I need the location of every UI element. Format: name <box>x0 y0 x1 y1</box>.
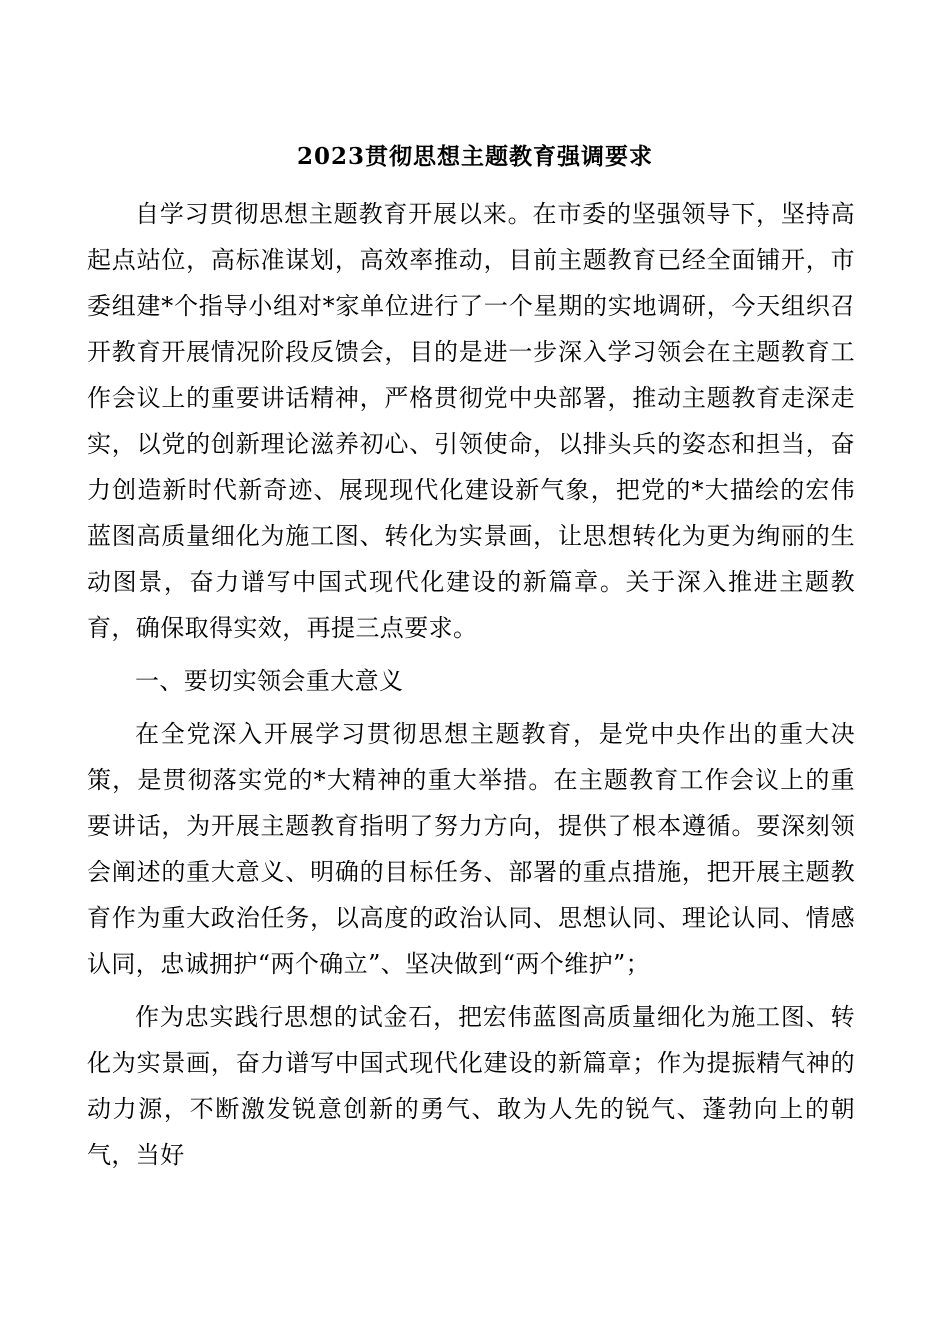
document-title: 2023贯彻思想主题教育强调要求 <box>296 143 653 170</box>
section-1-paragraph-2: 作为忠实践行思想的试金石，把宏伟蓝图高质量细化为施工图、转化为实景画，奋力谱写中国式现代化建设的新篇章；作为提振精气神的动力源，不断激发锐意创新的勇气、敢为人先的锐气、蓬勃向上的朝气，当好 <box>87 1003 855 1169</box>
document-body <box>87 191 855 1185</box>
section-1-paragraph-1: 在全党深入开展学习贯彻思想主题教育，是党中央作出的重大决策，是贯彻落实党的*大精神的重大举措。在主题教育工作会议上的重要讲话，为开展主题教育指明了努力方向，提供了根本遵循。要深刻领会阐述的重大意义、明确的目标任务、部署的重点措施，把开展主题教育作为重大政治任务，以高度的政治认同、思想认同、理论认同、情感认同，忠诚拥护“两个确立”、坚决做到“两个维护”； <box>87 720 855 978</box>
section-heading-1: 一、要切实领会重大意义 <box>135 667 404 695</box>
intro-paragraph: 自学习贯彻思想主题教育开展以来。在市委的坚强领导下，坚持高起点站位，高标准谋划，高效率推动，目前主题教育已经全面铺开，市委组建*个指导小组对*家单位进行了一个星期的实地调研，今天组织召开教育开展情况阶段反馈会，目的是进一步深入学习领会在主题教育工作会议上的重要讲话精神，严格贯彻党中央部署，推动主题教育走深走实，以党的创新理论滋养初心、引领使命，以排头兵的姿态和担当，奋力创造新时代新奇迹、展现现代化建设新气象，把党的*大描绘的宏伟蓝图高质量细化为施工图、转化为实景画，让思想转化为更为绚丽的生动图景，奋力谱写中国式现代化建设的新篇章。关于深入推进主题教育，确保取得实效，再提三点要求。 <box>87 200 855 642</box>
